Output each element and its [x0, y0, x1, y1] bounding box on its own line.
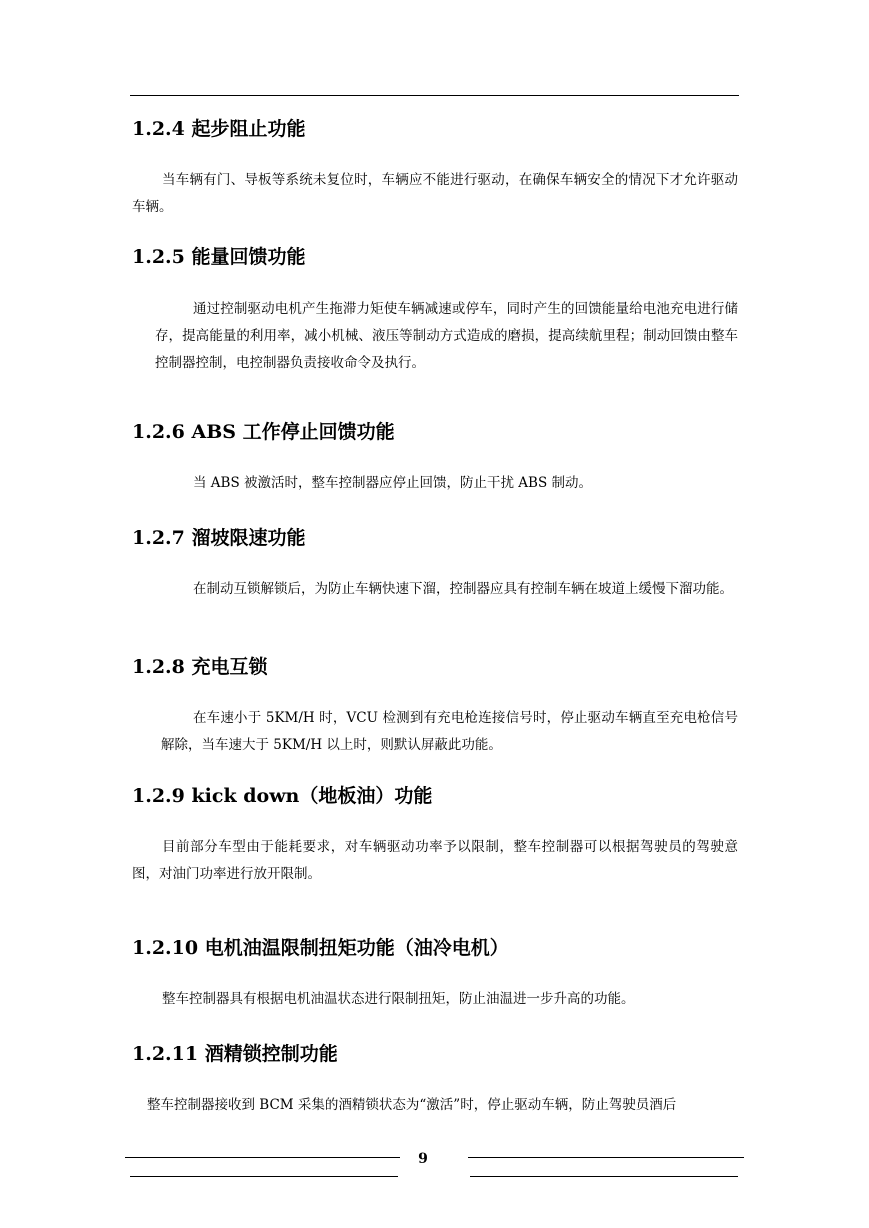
section-text-1-2-10: 整车控制器具有根据电机油温状态进行限制扭矩，防止油温进一步升高的功能。: [162, 991, 635, 1007]
section-heading-1-2-5: 1.2.5 能量回馈功能: [132, 246, 306, 268]
section-text-1-2-7: 在制动互锁解锁后，为防止车辆快速下溜，控制器应具有控制车辆在坡道上缓慢下溜功能。: [193, 581, 733, 597]
page-number: 9: [418, 1151, 428, 1167]
section-heading-1-2-6: 1.2.6 ABS 工作停止回馈功能: [132, 421, 395, 443]
footer-rule-left-upper: [125, 1157, 400, 1158]
header-rule: [130, 95, 739, 96]
section-text-1-2-4: 当车辆有门、导板等系统未复位时，车辆应不能进行驱动，在确保车辆安全的情况下才允许驱动车辆。: [132, 172, 738, 215]
section-text-1-2-9: 目前部分车型由于能耗要求，对车辆驱动功率予以限制，整车控制器可以根据驾驶员的驾驶意图，对油门功率进行放开限制。: [132, 839, 738, 882]
footer-rule-right-upper: [468, 1157, 744, 1158]
section-text-1-2-11: 整车控制器接收到 BCM 采集的酒精锁状态为“激活”时，停止驱动车辆，防止驾驶员酒后: [147, 1097, 677, 1113]
footer-rule-right-lower: [470, 1176, 738, 1177]
section-text-1-2-6: 当 ABS 被激活时，整车控制器应停止回馈，防止干扰 ABS 制动。: [193, 475, 593, 491]
section-heading-1-2-10: 1.2.10 电机油温限制扭矩功能（油冷电机）: [132, 937, 509, 959]
section-heading-1-2-7: 1.2.7 溜坡限速功能: [132, 527, 306, 549]
section-heading-1-2-8: 1.2.8 充电互锁: [132, 656, 268, 678]
section-text-1-2-5: 通过控制驱动电机产生拖滞力矩使车辆减速或停车，同时产生的回馈能量给电池充电进行储存，提高能量的利用率，减小机械、液压等制动方式造成的磨损，提高续航里程；制动回馈由整车控制器控制，电控制器负责接收命令及执行。: [155, 301, 738, 371]
section-heading-1-2-11: 1.2.11 酒精锁控制功能: [132, 1043, 338, 1065]
footer-rule-left-lower: [130, 1176, 398, 1177]
section-heading-1-2-4: 1.2.4 起步阻止功能: [132, 118, 306, 140]
section-heading-1-2-9: 1.2.9 kick down（地板油）功能: [132, 785, 433, 807]
section-text-1-2-8: 在车速小于 5KM/H 时，VCU 检测到有充电枪连接信号时，停止驱动车辆直至充电枪信号解除，当车速大于 5KM/H 以上时，则默认屏蔽此功能。: [161, 710, 738, 753]
